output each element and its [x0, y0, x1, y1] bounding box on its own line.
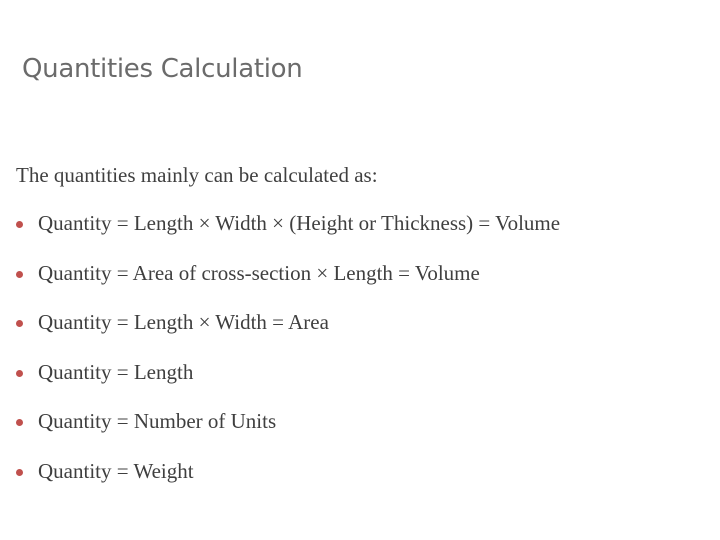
bullet-text: Quantity = Length × Width = Area [38, 310, 329, 335]
bullet-dot-icon [16, 370, 23, 377]
bullet-dot-icon [16, 221, 23, 228]
bullet-dot-icon [16, 419, 23, 426]
bullet-dot-icon [16, 469, 23, 476]
bullet-text: Quantity = Length [38, 359, 194, 384]
bullet-text: Quantity = Weight [38, 458, 194, 483]
bullet-text: Quantity = Area of cross-section × Length = Volume [38, 260, 480, 285]
bullet-text: Quantity = Number of Units [38, 409, 277, 434]
intro-text: The quantities mainly can be calculated as: [16, 163, 378, 187]
bullet-text: Quantity = Length × Width × (Height or Thickness) = Volume [38, 211, 561, 235]
bullet-dot-icon [16, 271, 23, 278]
slide-title: Quantities Calculation [22, 54, 303, 84]
bullet-dot-icon [16, 320, 23, 327]
